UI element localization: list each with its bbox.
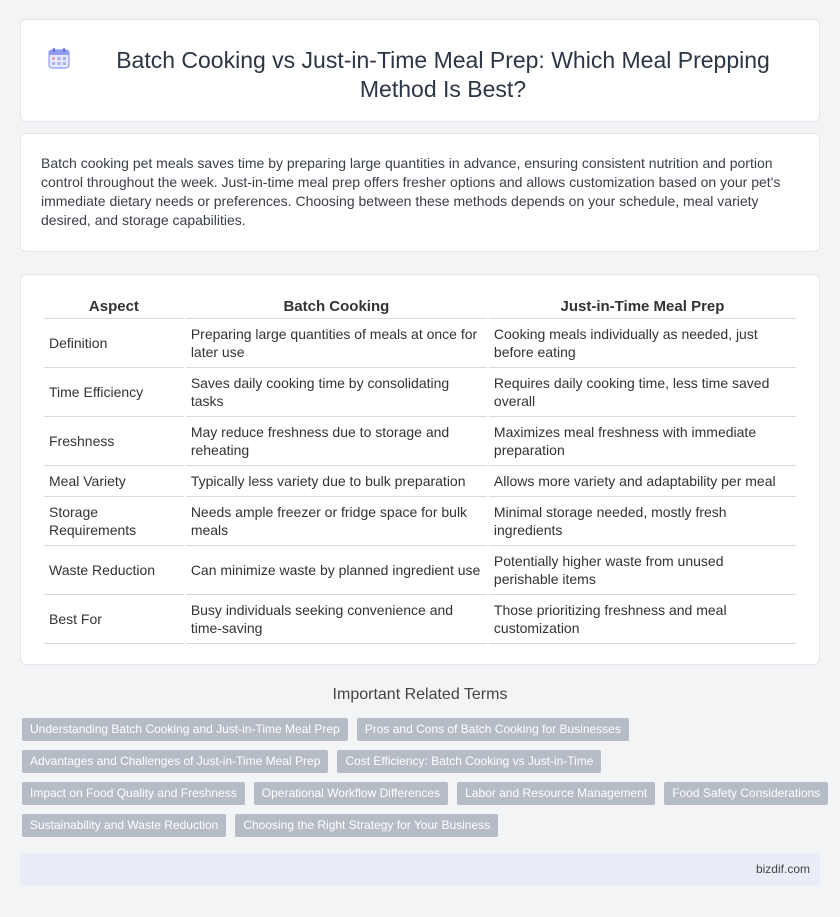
related-term-tag[interactable]: Labor and Resource Management xyxy=(457,782,655,805)
table-row xyxy=(44,417,796,466)
jit-cell: Potentially higher waste from unused perishable items xyxy=(489,546,796,595)
title-card xyxy=(20,19,820,122)
jit-cell: Maximizes meal freshness with immediate preparation xyxy=(489,417,796,466)
related-term-tag[interactable]: Operational Workflow Differences xyxy=(254,782,448,805)
aspect-cell: Freshness xyxy=(44,417,184,466)
batch-cell: Preparing large quantities of meals at once for later use xyxy=(186,319,487,368)
table-row xyxy=(44,368,796,417)
batch-cell: Saves daily cooking time by consolidating tasks xyxy=(186,368,487,417)
aspect-cell: Storage Requirements xyxy=(44,497,184,546)
related-term-tag[interactable]: Sustainability and Waste Reduction xyxy=(22,814,226,837)
aspect-cell: Meal Variety xyxy=(44,466,184,497)
footer-brand[interactable]: bizdif.com xyxy=(755,862,810,876)
batch-cell: Can minimize waste by planned ingredient use xyxy=(186,546,487,595)
aspect-cell: Time Efficiency xyxy=(44,368,184,417)
related-term-tag[interactable]: Cost Efficiency: Batch Cooking vs Just-in-Time xyxy=(337,750,601,773)
related-terms-heading: Important Related Terms xyxy=(332,686,508,703)
column-header-just-in-time: Just-in-Time Meal Prep xyxy=(489,293,796,319)
calendar-icon xyxy=(47,46,71,70)
aspect-cell: Waste Reduction xyxy=(44,546,184,595)
jit-cell: Those prioritizing freshness and meal customization xyxy=(489,595,796,644)
batch-cell: Busy individuals seeking convenience and time-saving xyxy=(186,595,487,644)
jit-cell: Cooking meals individually as needed, just before eating xyxy=(489,319,796,368)
footer-bar xyxy=(20,853,820,886)
intro-paragraph: Batch cooking pet meals saves time by preparing large quantities in advance, ensuring consistent nutrition and portion control throughout the week. Just-in-time meal prep offers fresher options and allows customization based on your pet's immediate dietary needs or preferences. Choosing between these methods depends on your schedule, meal variety desired, and storage capabilities. xyxy=(41,155,781,228)
aspect-cell: Best For xyxy=(44,595,184,644)
related-terms-tags xyxy=(22,718,822,846)
aspect-cell: Definition xyxy=(44,319,184,368)
related-term-tag[interactable]: Impact on Food Quality and Freshness xyxy=(22,782,245,805)
related-term-tag[interactable]: Pros and Cons of Batch Cooking for Businesses xyxy=(357,718,629,741)
page-title: Batch Cooking vs Just-in-Time Meal Prep: Which Meal Prepping Method Is Best? xyxy=(116,47,770,102)
related-term-tag[interactable]: Advantages and Challenges of Just-in-Time Meal Prep xyxy=(22,750,328,773)
table-row xyxy=(44,497,796,546)
batch-cell: Needs ample freezer or fridge space for bulk meals xyxy=(186,497,487,546)
jit-cell: Allows more variety and adaptability per meal xyxy=(489,466,796,497)
related-term-tag[interactable]: Food Safety Considerations xyxy=(664,782,828,805)
table-row xyxy=(44,466,796,497)
column-header-aspect: Aspect xyxy=(44,293,184,319)
table-row xyxy=(44,319,796,368)
related-term-tag[interactable]: Choosing the Right Strategy for Your Business xyxy=(235,814,498,837)
related-term-tag[interactable]: Understanding Batch Cooking and Just-in-Time Meal Prep xyxy=(22,718,348,741)
comparison-table xyxy=(42,293,798,644)
jit-cell: Requires daily cooking time, less time saved overall xyxy=(489,368,796,417)
batch-cell: May reduce freshness due to storage and reheating xyxy=(186,417,487,466)
jit-cell: Minimal storage needed, mostly fresh ingredients xyxy=(489,497,796,546)
table-header-row xyxy=(44,293,796,319)
table-row xyxy=(44,595,796,644)
batch-cell: Typically less variety due to bulk preparation xyxy=(186,466,487,497)
intro-card xyxy=(20,133,820,252)
column-header-batch-cooking: Batch Cooking xyxy=(186,293,487,319)
comparison-card xyxy=(20,274,820,665)
table-row xyxy=(44,546,796,595)
